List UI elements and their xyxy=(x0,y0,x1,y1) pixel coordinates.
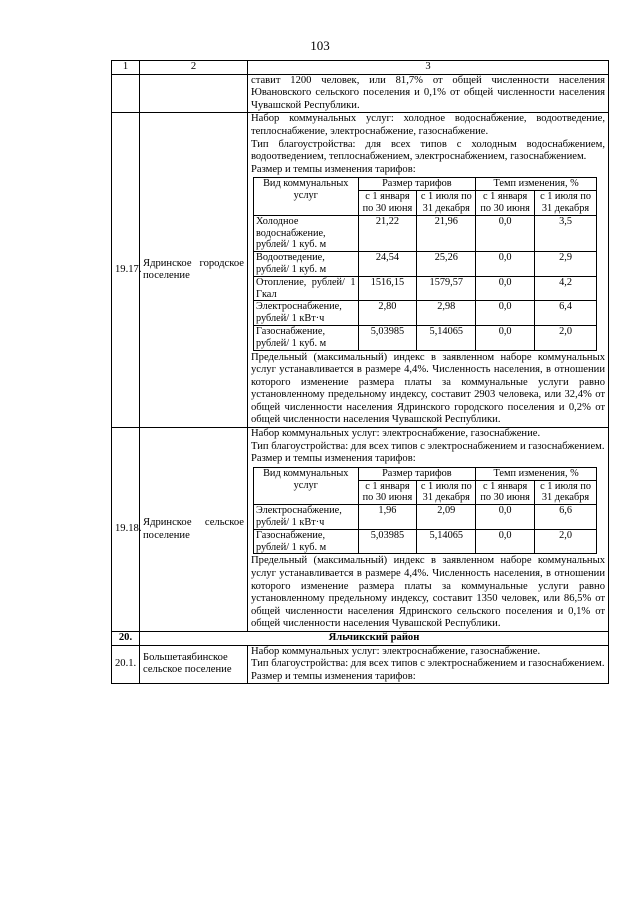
column-header-2: 2 xyxy=(140,61,248,75)
tariff-row xyxy=(254,301,597,326)
rate-value: 2,0 xyxy=(535,325,597,350)
service-name: Электроснабжение, рублей/ 1 кВт·ч xyxy=(254,301,359,326)
improvement-type-text: Тип благоустройства: для всех типов с электроснабжением и газоснабжением. xyxy=(251,440,605,452)
tariff-value: 1579,57 xyxy=(417,276,476,301)
rate-value: 0,0 xyxy=(476,215,535,251)
tariffs-intro: Размер и темпы изменения тарифов: xyxy=(251,163,416,175)
period-header: с 1 июля по 31 декабря xyxy=(417,191,476,216)
rate-value: 6,4 xyxy=(535,301,597,326)
section-row-20 xyxy=(112,631,609,645)
service-name: Электроснабжение, рублей/ 1 кВт·ч xyxy=(254,505,359,530)
services-set-text: Набор коммунальных услуг: холодное водоснабжение, водоотведение, теплоснабжение, электроснабжение, газоснабжение. xyxy=(251,113,605,137)
rate-value: 3,5 xyxy=(535,215,597,251)
section-title: Яльчикский район xyxy=(140,631,609,645)
settlement-description xyxy=(248,113,609,428)
tariff-value: 2,98 xyxy=(417,301,476,326)
row-number: 19.17. xyxy=(112,113,140,428)
tariff-row xyxy=(254,252,597,277)
max-index-text: Предельный (максимальный) индекс в заявленном наборе коммунальных услуг устанавливается в размере 4,4%. Численность населения, в отношении которого изменение размера платы за коммунальные услуги равно установленному предельному индексу, составит 2903 человека, или 32,4% от общей численности населения Ядринского городского поселения и 0,2% от общей численности населения Чувашской Республики. xyxy=(251,351,605,426)
tariff-rate-header: Темп изменения, % xyxy=(476,178,597,191)
period-header: с 1 июля по 31 декабря xyxy=(535,480,597,505)
row-number: 20.1. xyxy=(112,645,140,684)
settlement-name: Ядринское сельское поселение xyxy=(140,428,248,632)
service-name: Водоотведение, рублей/ 1 куб. м xyxy=(254,252,359,277)
period-header: с 1 января по 30 июня xyxy=(476,480,535,505)
rate-value: 0,0 xyxy=(476,301,535,326)
table-row-19-17 xyxy=(112,113,609,428)
rate-value: 2,0 xyxy=(535,529,597,554)
tariffs-intro: Размер и темпы изменения тарифов: xyxy=(251,453,416,465)
tariff-value: 2,09 xyxy=(417,505,476,530)
tariff-kind-header: Вид коммунальных услуг xyxy=(254,467,359,504)
tariff-value: 1,96 xyxy=(358,505,417,530)
rate-value: 0,0 xyxy=(476,276,535,301)
service-name: Газоснабжение, рублей/ 1 куб. м xyxy=(254,325,359,350)
tariff-row xyxy=(254,325,597,350)
tariff-value: 5,03985 xyxy=(358,325,417,350)
rate-value: 0,0 xyxy=(476,505,535,530)
rate-value: 4,2 xyxy=(535,276,597,301)
settlement-description xyxy=(248,645,609,684)
tariff-value: 2,80 xyxy=(358,301,417,326)
tariff-value: 21,96 xyxy=(417,215,476,251)
services-set-text: Набор коммунальных услуг: электроснабжение, газоснабжение. xyxy=(251,645,541,657)
settlement-name: Большетаябинское сельское поселение xyxy=(140,645,248,684)
tariff-document-table xyxy=(111,60,609,684)
service-name: Газоснабжение, рублей/ 1 куб. м xyxy=(254,529,359,554)
tariff-value: 5,14065 xyxy=(417,529,476,554)
tariff-size-header: Размер тарифов xyxy=(358,178,476,191)
tariff-value: 24,54 xyxy=(358,252,417,277)
tariff-value: 21,22 xyxy=(358,215,417,251)
rate-value: 0,0 xyxy=(476,529,535,554)
tariff-table xyxy=(253,177,597,350)
period-header: с 1 января по 30 июня xyxy=(476,191,535,216)
settlement-name: Ядринское городское поселение xyxy=(140,113,248,428)
period-header: с 1 июля по 31 декабря xyxy=(535,191,597,216)
rate-value: 6,6 xyxy=(535,505,597,530)
tariffs-intro: Размер и темпы изменения тарифов: xyxy=(251,670,416,682)
column-header-3: 3 xyxy=(248,61,609,75)
tariff-value: 1516,15 xyxy=(358,276,417,301)
services-set-text: Набор коммунальных услуг: электроснабжение, газоснабжение. xyxy=(251,428,541,440)
table-row-19-18 xyxy=(112,428,609,632)
tariff-value: 5,14065 xyxy=(417,325,476,350)
rate-value: 0,0 xyxy=(476,325,535,350)
rate-value: 0,0 xyxy=(476,252,535,277)
improvement-type-text: Тип благоустройства: для всех типов с электроснабжением и газоснабжением. xyxy=(251,658,605,670)
improvement-type-text: Тип благоустройства: для всех типов с холодным водоснабжением, водоотведением, теплоснабжением, электроснабжением, газоснабжением. xyxy=(251,138,605,163)
table-row-20-1 xyxy=(112,645,609,684)
section-number: 20. xyxy=(112,631,140,645)
tariff-row xyxy=(254,505,597,530)
rate-value: 2,9 xyxy=(535,252,597,277)
tariff-value: 5,03985 xyxy=(358,529,417,554)
column-header-row xyxy=(112,61,609,75)
row-number: 19.18. xyxy=(112,428,140,632)
tariff-table xyxy=(253,467,597,555)
tariff-size-header: Размер тарифов xyxy=(358,467,476,480)
tariff-row xyxy=(254,529,597,554)
settlement-description xyxy=(248,428,609,632)
tariff-kind-header: Вид коммунальных услуг xyxy=(254,178,359,215)
continuation-row xyxy=(112,74,609,113)
max-index-text: Предельный (максимальный) индекс в заявленном наборе коммунальных услуг устанавливается в размере 4,4%. Численность населения, в отношении которого изменение размера платы за коммунальные услуги равно установленному предельному индексу, составит 1350 человек, или 86,5% от общей численности населения Ядринского сельского поселения и 0,1% от общей численности населения Чувашской Республики. xyxy=(251,555,605,630)
tariff-rate-header: Темп изменения, % xyxy=(476,467,597,480)
column-header-1: 1 xyxy=(112,61,140,75)
period-header: с 1 июля по 31 декабря xyxy=(417,480,476,505)
tariff-row xyxy=(254,215,597,251)
service-name: Отопление, рублей/ 1 Гкал xyxy=(254,276,359,301)
tariff-value: 25,26 xyxy=(417,252,476,277)
page-number: 103 xyxy=(310,38,330,53)
service-name: Холодное водоснабжение, рублей/ 1 куб. м xyxy=(254,215,359,251)
tariff-row xyxy=(254,276,597,301)
period-header: с 1 января по 30 июня xyxy=(358,191,417,216)
continuation-text: ставит 1200 человек, или 81,7% от общей численности населения Ювановского сельского поселения и 0,1% от общей численности населения Чувашской Республики. xyxy=(248,74,609,113)
period-header: с 1 января по 30 июня xyxy=(358,480,417,505)
